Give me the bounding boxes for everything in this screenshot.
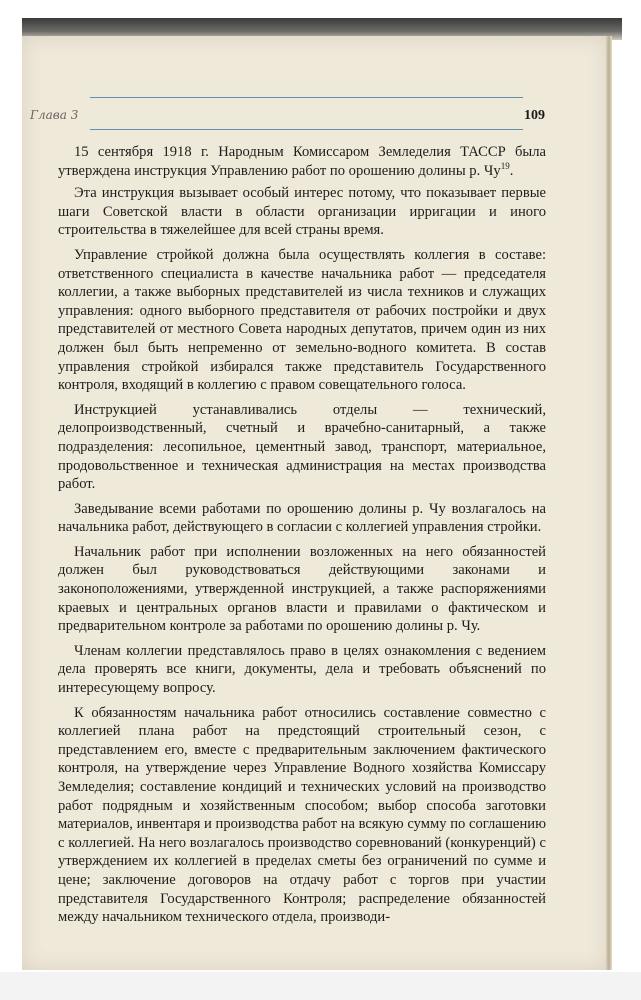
- header-rule-bottom: [90, 129, 523, 130]
- footnote-ref: 19: [500, 160, 510, 171]
- paragraph: Эта инструкция вызывает особый интерес потому, что показывает первые шаги Советской власти в области организации ирригации и иного строительства в тяжелейшее для всей страны время.: [58, 185, 546, 239]
- running-head: Глава 3: [30, 108, 79, 122]
- paragraph: Заведывание всеми работами по орошению долины р. Чу возлагалось на начальника работ, действующего в согласии с коллегией управления стройки.: [58, 500, 546, 536]
- paragraph: Начальник работ при исполнении возложенных на него обязанностей должен был руководствоваться действующими законами и законоположениями, утвержденной инструкцией, а также распоряжениями краевых и центральных органов власти и правилами о фактическом и предварительном контроле за работами по орошению долины р. Чу.: [58, 543, 546, 635]
- paragraph-text: 15 сентября 1918 г. Народным Комиссаром Земледелия ТАССР была утверждена инструкция Управлению работ по орошению долины р. Чу: [58, 144, 546, 179]
- body-text: [58, 143, 546, 933]
- paragraph: К обязанностям начальника работ относились составление совместно с коллегией плана работ на предстоящий строительный сезон, с представлением его, вместе с предварительным заключением фактического контроля, на утверждение через Управление Водного хозяйства Комиссару Земледелия; составление кондиций и технических условий на производство работ подрядным и хозяйственным способом; выбор способа заготовки материалов, инвентаря и производства работ на всякую сумму по соглашению с коллегией. На него возлагалось производство соревнований (конкуренций) с утверждением их коллегией в пределах сметы без ограничений по сумме и цене; заключение договоров на отдачу работ с торгов при участии представителя Государственного Контроля; распределение обязанностей между начальником технического отдела, производи-: [58, 704, 546, 926]
- scan-bottom-margin: [0, 972, 641, 1000]
- paragraph: Управление стройкой должна была осуществлять коллегия в составе: ответственного специалиста в качестве начальника работ — председателя коллегии, а также выборных представителей из числа техников и служащих управления: одного выборного представителя от рабочих постройки и двух представителей от местного Совета народных депутатов, причем один из них должен был быть непременно от земельно-водного комитета. В состав управления стройкой избирался также представитель Государственного контроля, входящий в коллегию с правом совещательного голоса.: [58, 246, 546, 394]
- header-rule-top: [90, 97, 523, 98]
- page-number: 109: [524, 108, 545, 123]
- paragraph: [58, 143, 546, 180]
- paragraph: Членам коллегии представлялось право в целях ознакомления с ведением дела проверять все книги, документы, дела и требовать объяснений по интересующему вопросу.: [58, 642, 546, 697]
- paragraph: Инструкцией устанавливались отделы — технический, делопроизводственный, счетный и врачебно-санитарный, а также подразделения: лесопильное, цементный завод, транспорт, материальное, продовольственное и техническая администрация на местах производства работ.: [58, 401, 546, 493]
- paragraph-tail: .: [509, 162, 514, 179]
- page-edge: [606, 36, 612, 970]
